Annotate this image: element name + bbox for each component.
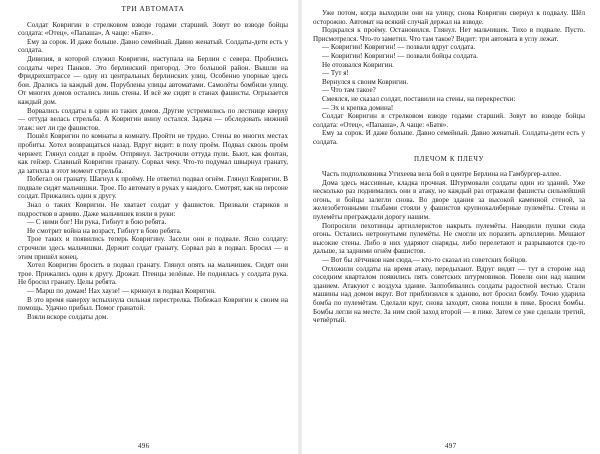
page-number: 496 (138, 442, 150, 451)
paragraph: — Тут я! (322, 69, 349, 78)
paragraph: Солдат Ковригин в стрелковом взводе годами старший. Зовут во взводе бойцы солдата: «Отец», «Папаша», А чаще: «Батя». (18, 20, 288, 38)
paragraph: Ему за сорок. И даже больше. Давно семейный. Давно женатый. Солдаты-дети есть у солдата. (313, 129, 585, 146)
paragraph: Дома здесь массивные, кладка прочная. Штурмовали солдаты один из зданий. Уже несколько раз поднимались они в атаку, но каждый раз отражали фашисты сильнейший огонь, и бойцы залегли снова. Во дворе здания за высокой каменной стеной, за железобетонными глыбами стояли у фашистов крупнокалиберные пулемёты. Стены и пулемёты преграждали дорогу нашим. (313, 178, 585, 222)
left-page (18, 0, 288, 454)
paragraph: Смеялся, не сказал солдат, поставили на стены, на перекрестки: (322, 94, 516, 103)
paragraph: Попросили пехотинцы артиллеристов накрыть пулемёты. Наводили пушки сюда огонь. Остались нетронутыми пулемёты. Не смогли их поразить артиллерии. Мешают высокие стены. Либо в них ударяют снаряды, либо перелетают и разрываются где-то дальше, за задними огнём фашистов. (313, 221, 585, 256)
paragraph: Ворвались солдаты в один из таких домов. Другие устремились по лестнице кверху — оттуда велась стрельба. А Ковригин внизу остался. Задача — обследовать нижний этаж: нет ли где фашистов. (18, 106, 288, 132)
paragraph: Хотел Ковригин бросить в подвал гранату. Глянул опять на мальчишек. Сидят они трое. Прижались один к другу. Дрожат. Птенцы зелёные. Не поднялась у солдата рука. Не бросил гранату. Целы ребята. (18, 261, 288, 287)
paragraph: Подкрался к проёму. Остановился. Глянул. Нет мальчишек. Тихо в подвале. Пусто. Присмотрелся. Что-то заметил. Что там такое? Видит: три автомата в углу лежат. (313, 26, 585, 43)
paragraph: — Вот бы лётчиков нам сюда,— кто-то сказал из советских бойцов. (322, 256, 528, 265)
paragraph: Вернулся к своим Ковригин. (322, 77, 409, 86)
section-title: ПЛЕЧОМ К ПЛЕЧУ (413, 154, 485, 163)
book-gutter (298, 0, 302, 454)
paragraph: — С ними бог! Ни рука, Гибнут в бою ребята. (27, 218, 167, 227)
paragraph: Отложили солдаты на время атаку, передыхают. Вдруг видят — тут в стороне над соседним кварталом появились пять советских штурмовиков. Повели они над нашим зданием. Атакуют с воздуха здание. Залпобивались солдаты радостной вестью. Стали машины над домом вкруг. Вот приблизился к зданию, вот бросил бомбу. Точно ударила бомба по пулемётам. Сделали круг, снова заходят, снова пошли в пике. Бросил бомбы. Бомбы легли на месте. За ним свой заход второй — в пике. Затем се уже сделали третий, четвёртый. (313, 264, 585, 325)
paragraph: В это время наверху вспыхнула сильная перестрелка. Побежал Ковригин к своим на помощь. Удачно прибыл. Помог гранатой. (18, 295, 288, 313)
paragraph: Пошёл Ковригин по комнаты в комнату. Пройти не трудно. Стены во многих местах пробиты. Хотел возвращаться назад. Вдруг видит: в полу проём. Подвал сквозь проём чернеет. Глянул солдат в проём. Отпрянул. Застрочили оттуда пули. Бьют, как фонтан, как гейзер. Славный Ковригин гранату. Сорвал чеку. Что-то подумал швырнул гранату, да затихла в этот момент стрельба. (18, 132, 288, 175)
paragraph: Не отозвался Ковригин. (322, 60, 394, 69)
paragraph: Ему за сорок. И даже больше. Давно семейный. Давно женатый. Солдаты-дети есть у солдата. (18, 37, 288, 55)
paragraph: Уже потом, когда выходили они на улицу, снова Ковригин свернул к подвалу. Шёл осторожно. Автомат на всякий случай держал на взводе. (313, 9, 585, 26)
paragraph: — Эх и крепка домина! (322, 103, 394, 112)
paragraph: — Что там такое? (322, 86, 376, 95)
paragraph: Взяли вскоре солдаты дом. (27, 312, 109, 321)
paragraph: Часть подполковника Утихеева вела бой в центре Берлина на Гамбургер-аллее. (322, 170, 561, 179)
running-head: ТРИ АВТОМАТА (121, 4, 185, 13)
paragraph: Солдат Ковригин в стрелковом взводе годами старший. Зовут во взводе бойцы солдата: «Отец», «Папаша», А чаще: «Батя». (313, 112, 585, 129)
paragraph: Не смотрит война на возраст, Гибнут в бою ребята. (27, 226, 182, 235)
paragraph: Знал о таких Ковригин. Не хватает солдат у фашистов. Призвали стариков и подростков в армию. Даже мальчишек взяли в руки: (18, 201, 288, 218)
paragraph: Трое таких и появились теперь Ковригину. Засели они в подвале. Ясно солдату: строчили здесь мальчишки. Держит солдат гранату. Сорвал раз в подвал. Бросил — и этим пришёл конец. (18, 235, 288, 261)
right-page (313, 0, 585, 454)
paragraph: Побегал он гранату. Шагнул к проёму. Не ответил подвал огнём. Глянул Ковригин. В подвале сидят мальчишки. Трое. По автомату в руках у каждого. Смотрят, как на персоне солдат. Прижались один к другу. (18, 175, 288, 201)
paragraph: — Марш по домам! Нах хаузе! — крикнул в подвал Ковригин. (27, 287, 216, 295)
paragraph: — Ковригин! Ковригин! — позвали вдруг солдата. (322, 43, 476, 52)
paragraph: — Ковригин! Ковригин! — позвали бойцы солдата. (322, 51, 479, 60)
page-number: 497 (445, 442, 457, 451)
paragraph: Дивизия, в которой служил Ковригин, наступала на Берлин с севера. Пробились солдаты через Панков. Это берлинский пригород. Это большой район. Вышли на Фридрихштрассе — одну из центральных берлинских улиц. Особенно упорные здесь бои. Дрались за каждый дом. Порублены улицы автоматами. Самолёты бомбили улицу. От многих домов остались лишь стены. И всё же сидят в станах фашисты. Огрызается каждый дом. (18, 54, 288, 106)
